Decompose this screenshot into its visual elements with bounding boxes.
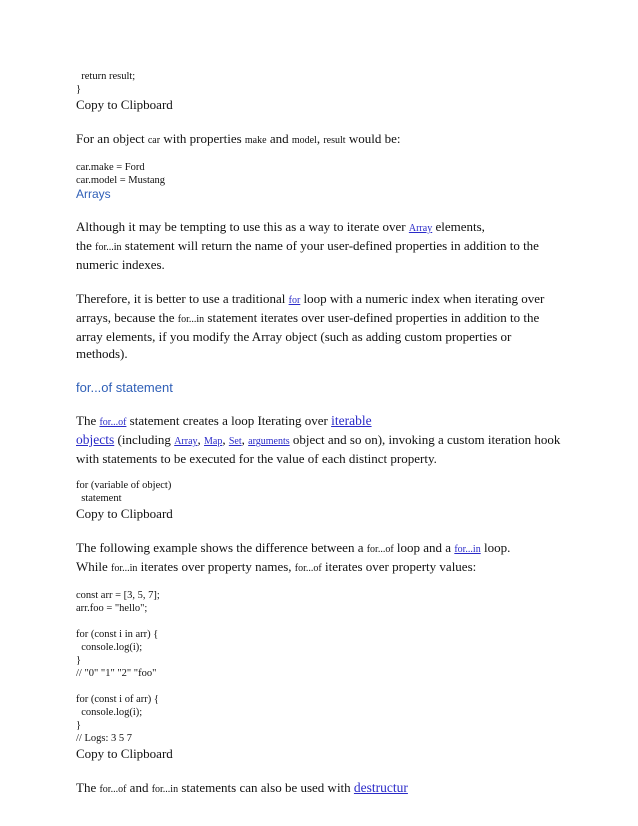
text: For an object bbox=[76, 131, 148, 146]
inline-code: for...in bbox=[151, 784, 179, 795]
code-line: car.make = Ford bbox=[76, 162, 145, 173]
link-for-in[interactable]: for...in bbox=[454, 544, 481, 555]
text: loop. bbox=[480, 540, 511, 555]
inline-code: result bbox=[323, 135, 346, 146]
code-line: } bbox=[76, 84, 82, 95]
code-line: for (variable of object) bbox=[76, 480, 172, 491]
text: would be: bbox=[345, 131, 401, 146]
link-array[interactable]: Array bbox=[174, 436, 198, 447]
code-line: arr.foo = "hello"; bbox=[76, 603, 148, 614]
link-iterable[interactable]: iterable bbox=[331, 413, 372, 428]
text: , bbox=[197, 432, 205, 447]
code-line: for (const i of arr) { bbox=[76, 694, 159, 705]
text: statement iterates over user-defined properties in addition to the array elements, if you modify the Array object (such as adding custom properties or methods). bbox=[76, 310, 540, 361]
text: The bbox=[76, 413, 100, 428]
copy-to-clipboard[interactable]: Copy to Clipboard bbox=[76, 97, 173, 112]
document-page bbox=[76, 70, 566, 798]
text: iterates over property values: bbox=[321, 559, 477, 574]
text: Although it may be tempting to use this as a way to iterate over bbox=[76, 219, 409, 234]
inline-code: for...in bbox=[95, 242, 122, 253]
inline-code: model bbox=[291, 135, 317, 146]
code-line: statement bbox=[76, 493, 122, 504]
copy-to-clipboard[interactable]: Copy to Clipboard bbox=[76, 746, 173, 761]
code-line: return result; bbox=[76, 71, 136, 82]
code-block-return bbox=[76, 70, 566, 96]
code-line: // Logs: 3 5 7 bbox=[76, 733, 133, 744]
inline-code: make bbox=[244, 135, 267, 146]
text: the bbox=[76, 238, 96, 253]
code-line: } bbox=[76, 655, 82, 666]
code-line: car.model = Mustang bbox=[76, 175, 166, 186]
text: Therefore, it is better to use a traditional bbox=[76, 291, 289, 306]
text: statement will return the name of your user-defined properties in addition to the numeric indexes. bbox=[76, 238, 539, 272]
text: (including bbox=[114, 432, 175, 447]
paragraph-for-of bbox=[76, 412, 566, 467]
copy-to-clipboard[interactable]: Copy to Clipboard bbox=[76, 506, 173, 521]
link-destructuring[interactable]: destructur bbox=[353, 780, 408, 795]
text: While bbox=[76, 559, 112, 574]
inline-code: for...in bbox=[177, 314, 205, 325]
inline-code: for...in bbox=[111, 563, 138, 574]
text: loop and a bbox=[393, 540, 455, 555]
paragraph-difference bbox=[76, 539, 566, 577]
text: , bbox=[241, 432, 249, 447]
text: with properties bbox=[160, 131, 245, 146]
link-array[interactable]: Array bbox=[408, 223, 433, 234]
code-block-car bbox=[76, 161, 566, 187]
code-block-for-of-syntax bbox=[76, 479, 566, 505]
text: elements, bbox=[432, 219, 485, 234]
inline-code: for...of bbox=[99, 784, 127, 795]
code-line: // "0" "1" "2" "foo" bbox=[76, 668, 157, 679]
paragraph-arrays-1 bbox=[76, 218, 566, 273]
text: iterates over property names, bbox=[137, 559, 295, 574]
text: , bbox=[222, 432, 229, 447]
inline-code: for...of bbox=[294, 563, 322, 574]
code-line: } bbox=[76, 720, 82, 731]
heading-for-of-statement: for...of statement bbox=[76, 380, 173, 395]
inline-code: car bbox=[147, 135, 161, 146]
text: loop with a numeric index when iterating over arrays, because the bbox=[76, 291, 545, 325]
link-set[interactable]: Set bbox=[228, 436, 242, 447]
text: statement creates a loop Iterating over bbox=[126, 413, 332, 428]
text: The bbox=[76, 780, 100, 795]
code-line: for (const i in arr) { bbox=[76, 629, 159, 640]
inline-code: for...of bbox=[366, 544, 394, 555]
paragraph-arrays-2 bbox=[76, 290, 566, 362]
link-for-of[interactable]: for...of bbox=[99, 417, 127, 428]
text: and bbox=[126, 780, 152, 795]
text: and bbox=[266, 131, 292, 146]
paragraph-destructuring bbox=[76, 779, 566, 798]
code-line: const arr = [3, 5, 7]; bbox=[76, 590, 160, 601]
link-arguments[interactable]: arguments bbox=[248, 436, 290, 447]
text: object and so on), invoking a custom iteration hook with statements to be executed for the value of each distinct property. bbox=[76, 432, 561, 466]
code-block-example bbox=[76, 589, 566, 745]
code-line: console.log(i); bbox=[76, 642, 143, 653]
code-line: console.log(i); bbox=[76, 707, 143, 718]
link-map[interactable]: Map bbox=[204, 436, 223, 447]
paragraph-object-result bbox=[76, 130, 566, 149]
heading-arrays: Arrays bbox=[76, 187, 111, 201]
link-for[interactable]: for bbox=[288, 295, 301, 306]
link-objects[interactable]: objects bbox=[76, 432, 115, 447]
text: statements can also be used with bbox=[178, 780, 354, 795]
text: The following example shows the difference between a bbox=[76, 540, 367, 555]
text: , bbox=[316, 131, 324, 146]
